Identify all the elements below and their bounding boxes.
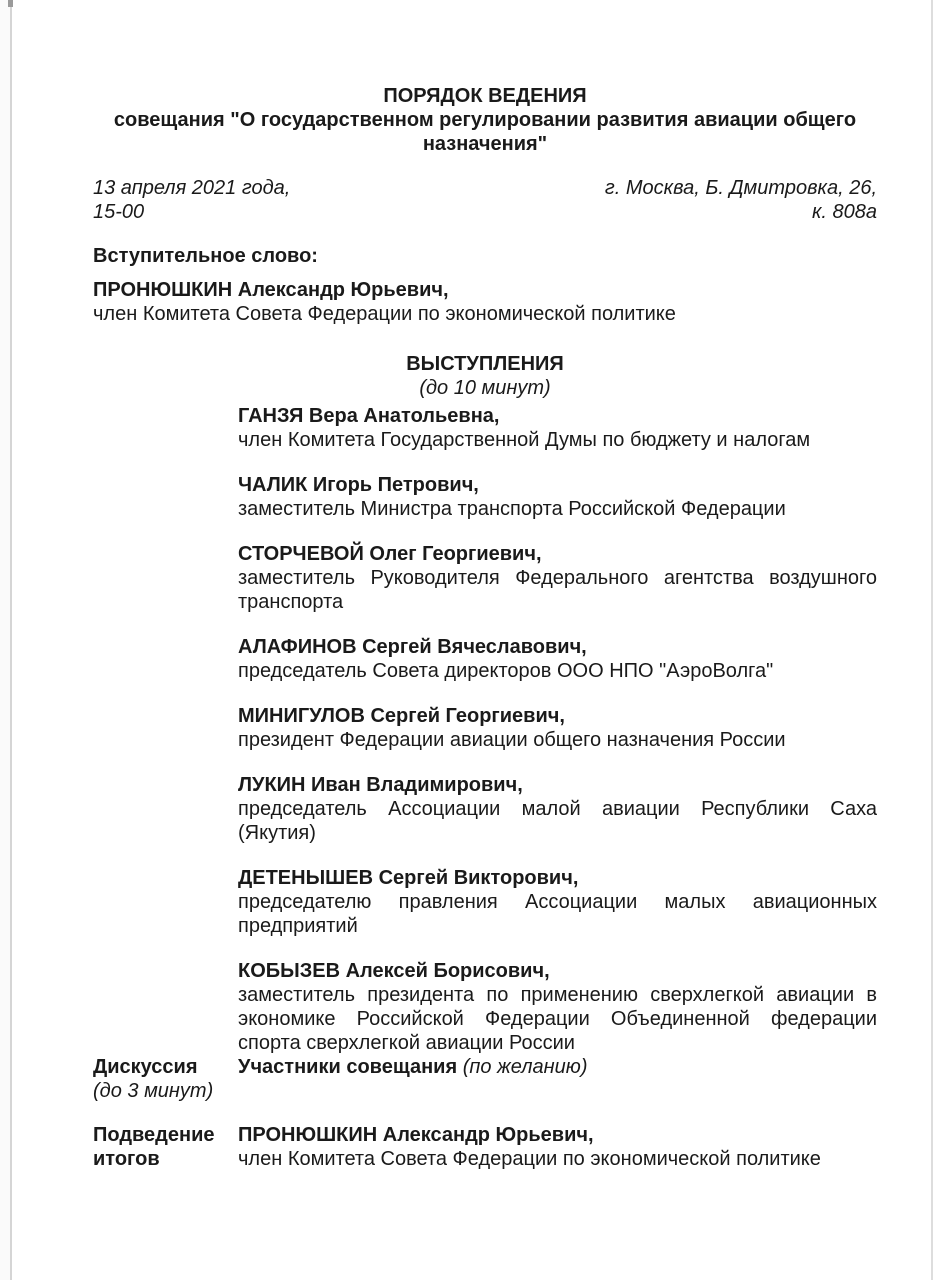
speaker-entry: [238, 635, 877, 683]
speaker-name: КОБЫЗЕВ Алексей Борисович,: [238, 960, 550, 982]
speaker-name: ЛУКИН Иван Владимирович,: [238, 774, 523, 796]
speaker-role: заместитель президента по применению сверхлегкой авиации в экономике Российской Федерации Объединенной федерации спорта сверхлегкой авиации России: [238, 984, 877, 1054]
speaker-name: ГАНЗЯ Вера Анатольевна,: [238, 405, 500, 427]
speaker-entry: [238, 866, 877, 938]
speaker-role: председатель Ассоциации малой авиации Республики Саха (Якутия): [238, 798, 877, 844]
speaker-entry: [238, 959, 877, 1055]
speaker-role: заместитель Министра транспорта Российской Федерации: [238, 498, 786, 520]
summary-speaker-name: ПРОНЮШКИН Александр Юрьевич,: [238, 1124, 594, 1146]
discussion-label-block: [93, 1055, 238, 1103]
discussion-note: (по желанию): [462, 1056, 588, 1078]
speaker-entry: [238, 542, 877, 614]
speaker-name: МИНИГУЛОВ Сергей Георгиевич,: [238, 705, 565, 727]
intro-label: Вступительное слово:: [93, 245, 318, 267]
speaker-entry: [238, 704, 877, 752]
summary-label: Подведение итогов: [93, 1124, 215, 1170]
speakers-list: [238, 404, 877, 1055]
speaker-role: председателю правления Ассоциации малых авиационных предприятий: [238, 891, 877, 937]
meta-place-block: [605, 176, 877, 224]
speaker-role: член Комитета Государственной Думы по бюджету и налогам: [238, 429, 811, 451]
speaker-name: ДЕТЕНЫШЕВ Сергей Викторович,: [238, 867, 579, 889]
page-right-edge-line: [931, 0, 933, 1280]
speaker-name: ЧАЛИК Игорь Петрович,: [238, 474, 479, 496]
summary-speaker-role: член Комитета Совета Федерации по экономической политике: [238, 1148, 821, 1170]
document-content: [93, 84, 877, 1171]
summary-row: [93, 1123, 877, 1171]
meeting-time: 15-00: [93, 201, 145, 223]
speaker-entry: [238, 773, 877, 845]
meeting-room: к. 808а: [811, 201, 877, 223]
page-left-edge-line: [0, 0, 12, 1280]
meta-row: [93, 176, 877, 224]
speaker-role: президент Федерации авиации общего назначения России: [238, 729, 786, 751]
discussion-content: [238, 1055, 877, 1079]
speaker-name: СТОРЧЕВОЙ Олег Георгиевич,: [238, 543, 542, 565]
speeches-time-limit: (до 10 минут): [419, 377, 551, 399]
speaker-entry: [238, 473, 877, 521]
intro-speaker-role: член Комитета Совета Федерации по экономической политике: [93, 303, 676, 325]
speaker-role: председатель Совета директоров ООО НПО "АэроВолга": [238, 660, 774, 682]
discussion-row: [93, 1055, 877, 1103]
discussion-participants: Участники совещания: [238, 1056, 458, 1078]
speaker-role: заместитель Руководителя Федерального агентства воздушного транспорта: [238, 567, 877, 613]
intro-speaker-name: ПРОНЮШКИН Александр Юрьевич,: [93, 279, 449, 301]
meeting-date: 13 апреля 2021 года,: [93, 177, 291, 199]
document-subtitle: совещания "О государственном регулировании развития авиации общего назначения": [113, 109, 857, 155]
summary-content: [238, 1123, 877, 1171]
discussion-label: Дискуссия: [93, 1056, 198, 1078]
meeting-address: г. Москва, Б. Дмитровка, 26,: [604, 177, 877, 199]
speeches-heading: ВЫСТУПЛЕНИЯ: [406, 353, 564, 375]
speaker-entry: [238, 404, 877, 452]
scan-corner-artifact: [8, 0, 13, 7]
document-title: ПОРЯДОК ВЕДЕНИЯ: [383, 85, 587, 107]
meta-date-block: [93, 176, 290, 224]
speaker-name: АЛАФИНОВ Сергей Вячеславович,: [238, 636, 587, 658]
discussion-time-limit: (до 3 минут): [93, 1080, 214, 1102]
intro-section: [93, 244, 877, 326]
